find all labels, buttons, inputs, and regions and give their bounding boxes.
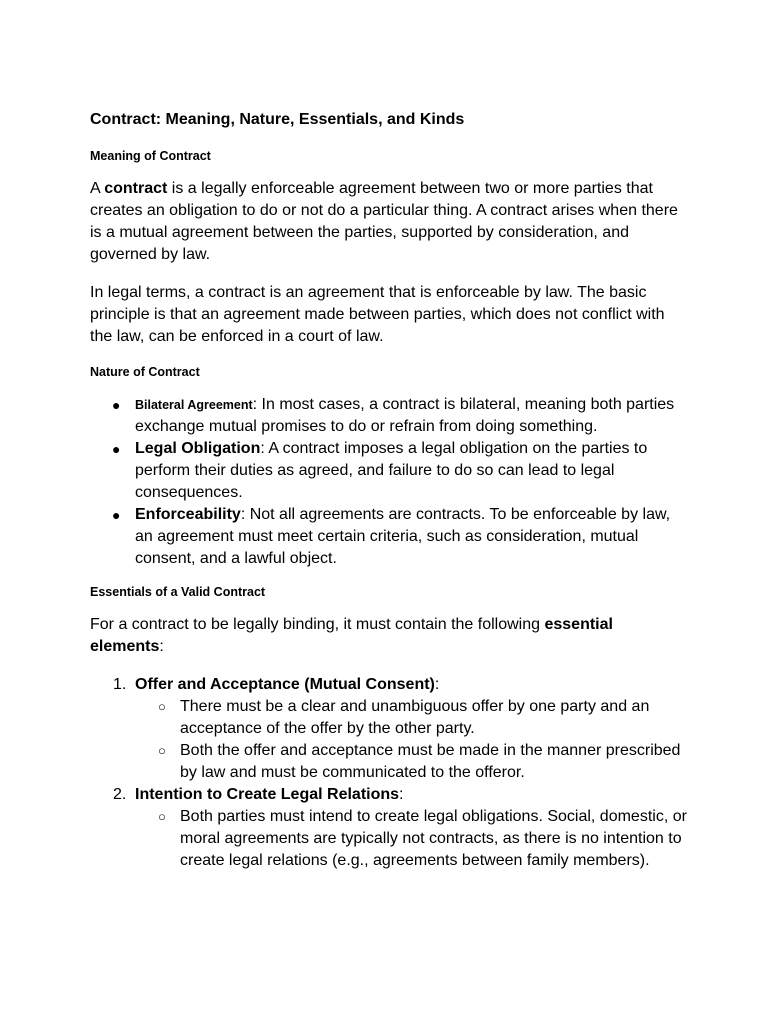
list-number: 1.: [113, 676, 127, 693]
term-offer-acceptance: Offer and Acceptance (Mutual Consent): [135, 676, 435, 693]
essentials-intro: For a contract to be legally binding, it must contain the following essential elements:: [90, 616, 613, 655]
document-page: [90, 108, 690, 872]
meaning-paragraph-1: A contract is a legally enforceable agreement between two or more parties that creates an obligation to do or not do a particular thing. A contract arises when there is a mutual agreement between the parties, supported by consideration, and governed by law.: [90, 180, 678, 263]
section-heading-nature: Nature of Contract: [90, 365, 200, 379]
nature-list: [90, 394, 690, 570]
sub-list-item: ○ Both parties must intend to create legal obligations. Social, domestic, or moral agreements are typically not contracts, as there is no intention to create legal relations (e.g., agreements between family members).: [158, 808, 687, 869]
document-title: Contract: Meaning, Nature, Essentials, and Kinds: [90, 111, 465, 128]
sub-list-item: ○ Both the offer and acceptance must be made in the manner prescribed by law and must be communicated to the offeror.: [158, 742, 681, 781]
list-item: ● Bilateral Agreement: In most cases, a contract is bilateral, meaning both parties exchange mutual promises to do or refrain from doing something.: [112, 396, 675, 435]
term-enforceability: Enforceability: [135, 506, 241, 523]
term-intention: Intention to Create Legal Relations: [135, 786, 400, 803]
circle-bullet-icon: ○: [158, 809, 166, 824]
term-essential-elements: essential elements: [90, 616, 613, 655]
circle-bullet-icon: ○: [158, 743, 166, 758]
bullet-icon: ●: [112, 441, 121, 457]
list-item: ● Enforceability: Not all agreements are contracts. To be enforceable by law, an agreement must meet certain criteria, such as consideration, mutual consent, and a lawful object.: [112, 506, 671, 567]
sub-list-item: ○ There must be a clear and unambiguous offer by one party and an acceptance of the offer by the other party.: [158, 698, 650, 737]
term-contract: contract: [104, 180, 168, 197]
term-legal-obligation: Legal Obligation: [135, 440, 261, 457]
list-number: 2.: [113, 786, 127, 803]
list-item: ● Legal Obligation: A contract imposes a legal obligation on the parties to perform their duties as agreed, and failure to do so can lead to legal consequences.: [112, 440, 648, 501]
circle-bullet-icon: ○: [158, 699, 166, 714]
bullet-icon: ●: [112, 397, 121, 413]
meaning-paragraph-2: In legal terms, a contract is an agreement that is enforceable by law. The basic principle is that an agreement made between parties, which does not conflict with the law, can be enforced in a court of law.: [90, 284, 665, 345]
sub-list: [135, 806, 690, 872]
section-heading-essentials: Essentials of a Valid Contract: [90, 585, 266, 599]
essentials-list: [90, 674, 690, 872]
list-item: 2. Intention to Create Legal Relations: ○ Both parties must intend to create legal obligations. Social, domestic, or moral agreements are typically not contracts, as there is no intention to create legal relations (e.g., agreements between family members).: [90, 784, 690, 872]
list-item: 1. Offer and Acceptance (Mutual Consent): ○ There must be a clear and unambiguous offer by one party and an acceptance of the offer by the other party. ○ Both the offer and acceptance must be made in the manner prescribed by law and must be communicated to the offeror.: [90, 674, 690, 784]
bullet-icon: ●: [112, 507, 121, 523]
term-bilateral: Bilateral Agreement: [135, 398, 253, 412]
section-heading-meaning: Meaning of Contract: [90, 149, 211, 163]
sub-list: [135, 696, 690, 784]
